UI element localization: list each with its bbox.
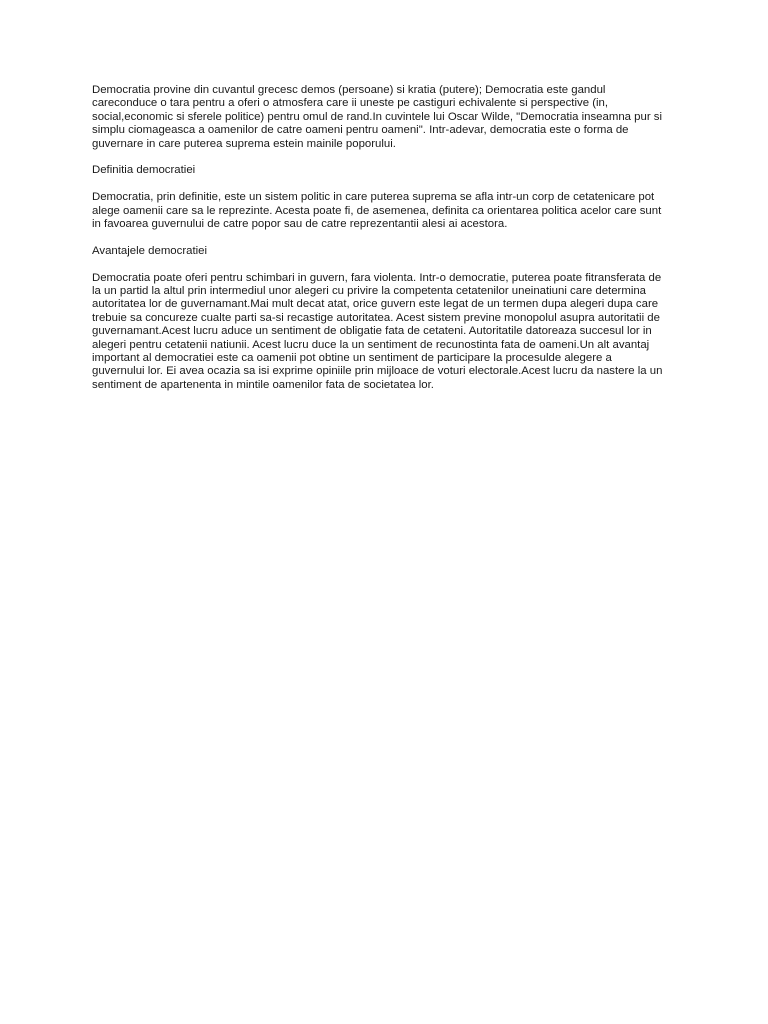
heading-text: Avantajele democratiei [92, 244, 208, 257]
text-line: trebuie sa concureze cualte parti sa-si recastige autoritatea. Acest sistem previne monopolul asupra autoritatii de [92, 311, 660, 324]
text-line: la un partid la altul prin intermediul unor alegeri cu privire la competenta cetatenilor uneinatiuni care determina [92, 285, 647, 298]
text-line: in favoarea guvernului de catre popor sau de catre reprezentantii alesi ai acestora. [92, 218, 508, 231]
section-heading-definition [92, 164, 678, 177]
text-line: sentiment de apartenenta in mintile oamenilor fata de societatea lor. [92, 378, 434, 391]
text-line: Democratia poate oferi pentru schimbari in guvern, fara violenta. Intr-o democratie, puterea poate fitransferata de [92, 271, 662, 284]
text-line: Democratia, prin definitie, este un sistem politic in care puterea suprema se afla intr-un corp de cetatenicare pot [92, 191, 655, 204]
section-heading-advantages [92, 245, 678, 258]
text-line: Democratia provine din cuvantul grecesc demos (persoane) si kratia (putere); Democratia este gandul [92, 84, 606, 96]
text-line: simplu ciomageasca a oamenilor de catre oameni pentru oameni". Intr-adevar, democratia este o forma de [92, 124, 629, 137]
advantages-paragraph [92, 272, 678, 393]
text-line: important al democratiei este ca oamenii pot obtine un sentiment de participare la procesulde alegere a [92, 352, 612, 365]
text-line: careconduce o tara pentru a oferi o atmosfera care ii uneste pe castiguri echivalente si perspective (in, [92, 97, 609, 110]
document-body [92, 84, 678, 406]
text-line: social,economic si sferele politice) pentru omul de rand.In cuvintele lui Oscar Wilde, "Democratia inseamna pur si [92, 110, 663, 123]
definition-paragraph [92, 191, 678, 231]
intro-paragraph [92, 84, 678, 151]
text-line: alege oamenii care sa le reprezinte. Acesta poate fi, de asemenea, definita ca orientarea politica acelor care sunt [92, 204, 662, 217]
heading-text: Definitia democratiei [92, 164, 196, 177]
text-line: autoritatea lor de guvernamant.Mai mult decat atat, orice guvern este legat de un termen dupa alegeri dupa care [92, 298, 659, 311]
text-line: guvernare in care puterea suprema estein mainile poporului. [92, 137, 396, 150]
text-line: guvernului lor. Ei avea ocazia sa isi exprime opiniile prin mijloace de voturi electorale.Acest lucru da nastere la un [92, 365, 663, 378]
text-line: guvernamant.Acest lucru aduce un sentiment de obligatie fata de cetateni. Autoritatile datoreaza succesul lor in [92, 325, 652, 338]
text-line: alegeri pentru cetatenii natiunii. Acest lucru duce la un sentiment de recunostinta fata de oameni.Un alt avantaj [92, 338, 650, 351]
